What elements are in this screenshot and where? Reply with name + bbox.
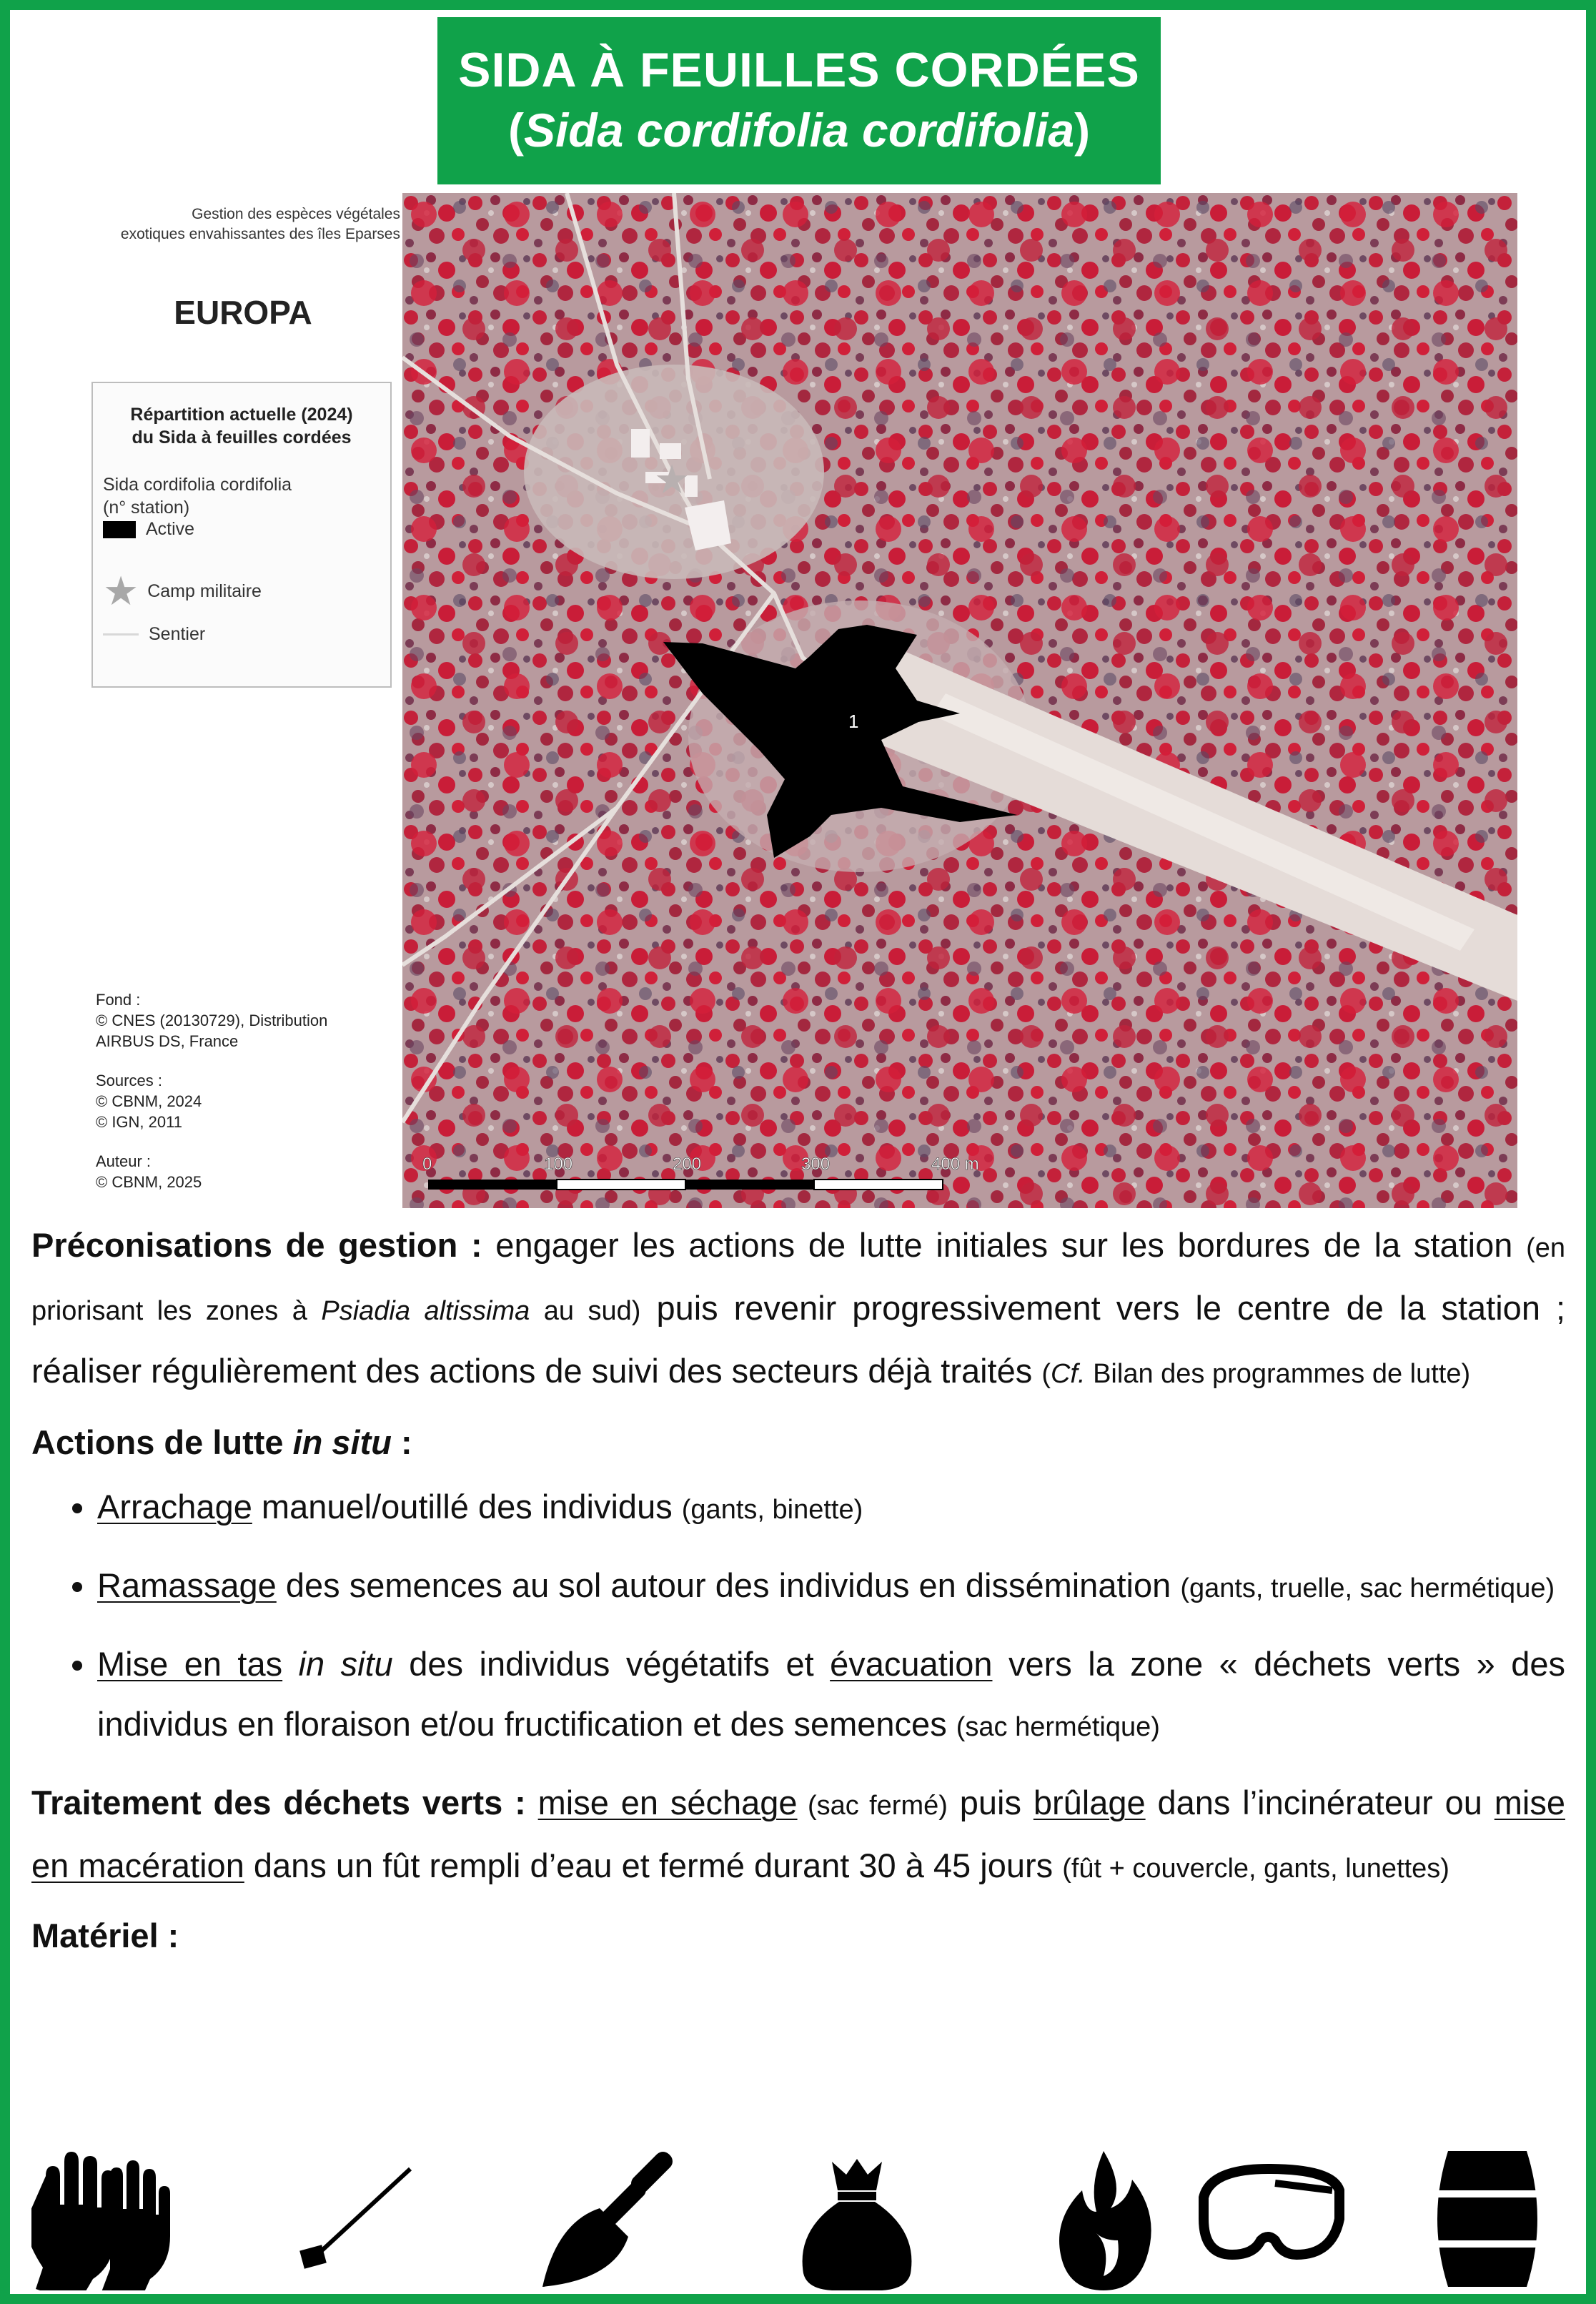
project-caption: Gestion des espèces végétales exotiques envahissantes des îles Eparses xyxy=(120,206,400,242)
gloves-icon xyxy=(31,2147,182,2290)
hoe-icon xyxy=(289,2147,439,2290)
scale-label-300: 300 xyxy=(801,1155,831,1174)
legend-species: Sida cordifolia cordifolia (n° station) xyxy=(103,475,292,518)
equipment-icons xyxy=(31,2147,1565,2290)
bag-icon xyxy=(782,2147,932,2290)
materiel-heading: Matériel : xyxy=(31,1917,179,1954)
scale-label-200: 200 xyxy=(673,1155,702,1174)
management-text xyxy=(31,1215,1565,1966)
legend-item-active: Active xyxy=(103,519,390,540)
list-item: • Arrachage manuel/outillé des individus (gants, binette) xyxy=(97,1477,1565,1540)
scale-label-400: 400 m xyxy=(931,1155,979,1174)
path-line-swatch xyxy=(103,633,139,636)
barrel-icon xyxy=(1412,2147,1562,2290)
title-common-name: SIDA À FEUILLES CORDÉES xyxy=(458,43,1140,97)
camp-star-icon: ★ xyxy=(654,457,690,503)
trowel-icon xyxy=(535,2147,685,2290)
goggles-icon xyxy=(1196,2147,1347,2290)
list-item: • Mise en tas in situ des individus végétatifs et évacuation vers la zone « déchets verts » des individus en floraison et/ou fructification et des semences (sac hermétique) xyxy=(97,1634,1565,1757)
legend-title: Répartition actuelle (2024) du Sida à feuilles cordées xyxy=(130,405,353,448)
traitement-paragraph: Traitement des déchets verts : mise en séchage (sac fermé) puis brûlage dans l’incinérateur ou mise en macération dans un fût rempli d’eau et fermé durant 30 à 45 jours (fût + couvercle, gants, lunettes) xyxy=(31,1784,1565,1884)
island-name: EUROPA xyxy=(174,294,312,331)
preconisations-paragraph: Préconisations de gestion : engager les actions de lutte initiales sur les bordures de la station (en priorisant les zones à Psiadia altissima au sud) puis revenir progressivement vers le centre de la station ; réaliser régulièrement des actions de suivi des secteurs déjà traités (Cf. Bilan des programmes de lutte) xyxy=(31,1226,1566,1390)
legend-item-path: Sentier xyxy=(103,624,390,645)
legend-item-camp: ★ Camp militaire xyxy=(103,568,262,613)
active-swatch xyxy=(103,521,136,538)
flame-icon xyxy=(1025,2147,1175,2290)
title-banner xyxy=(437,17,1161,184)
station-number-label: 1 xyxy=(848,711,859,732)
actions-heading: Actions de lutte in situ : xyxy=(31,1423,412,1461)
list-item: • Ramassage des semences au sol autour des individus en dissémination (gants, truelle, sac hermétique) xyxy=(97,1556,1565,1618)
map-credits: Fond : © CNES (20130729), Distribution AIRBUS DS, France Sources : © CBNM, 2024 © IGN, 2011 Auteur : © CBNM, 2025 xyxy=(96,991,328,1191)
star-icon: ★ xyxy=(103,568,139,613)
map-legend xyxy=(91,382,392,688)
title-scientific-name: (Sida cordifolia cordifolia) xyxy=(507,104,1091,157)
actions-list xyxy=(31,1477,1565,1757)
satellite-map xyxy=(402,193,1517,1208)
scale-label-100: 100 xyxy=(544,1155,573,1174)
scale-label-0: 0 xyxy=(422,1155,432,1174)
